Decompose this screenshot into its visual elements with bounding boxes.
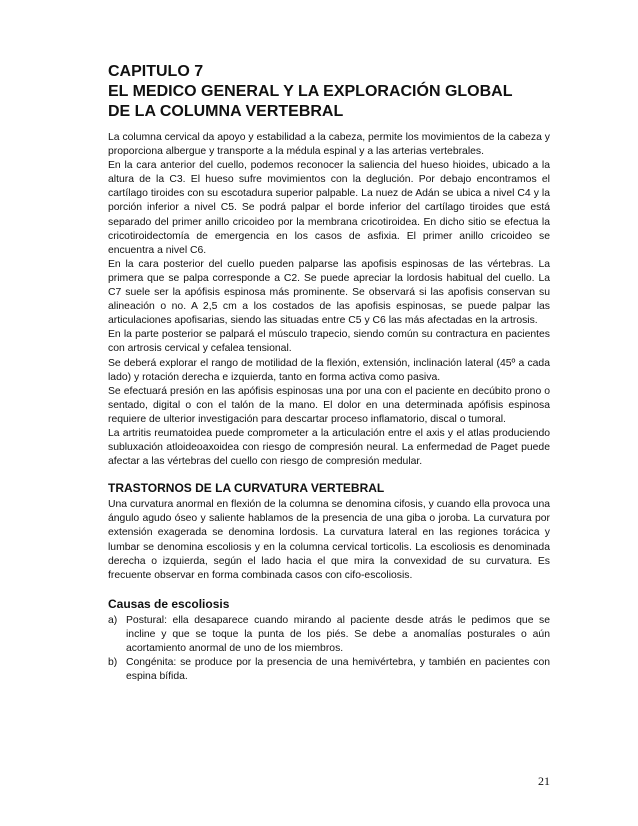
paragraph-curvatura: Una curvatura anormal en flexión de la columna se denomina cifosis, y cuando ella provoca una ángulo agudo óseo y saliente hablamos de la presencia de una giba o joroba. La curvatura por extensión exagerada se denomina lordosis. La curvatura lateral en las regiones torácica y lumbar se denomina escoliosis y en la columna cervical torticolis. La escoliosis es denominada derecha o izquierda, según el lado hacia el que mira la convexidad de su curvatura. Es frecuente observar en forma combinada casos con cifo-escoliosis. <box>108 499 550 581</box>
chapter-title-line-3: DE LA COLUMNA VERTEBRAL <box>108 103 344 120</box>
section-heading-curvatura: TRASTORNOS DE LA CURVATURA VERTEBRAL <box>108 481 385 496</box>
page-number: 21 <box>538 774 550 788</box>
chapter-title-line-1: CAPITULO 7 <box>108 63 204 80</box>
paragraph-artritis: La artritis reumatoidea puede comprometer a la articulación entre el axis y el atlas produciendo subluxación atloideoaxoidea con riesgo de compresión neural. La enfermedad de Paget puede afectar a las vértebras del cuello con riesgo de compresión medular. <box>108 427 550 468</box>
list-item <box>108 656 550 684</box>
paragraph-cara-posterior: En la cara posterior del cuello pueden palparse las apofisis espinosas de las vértebras. La primera que se palpa corresponde a C2. Se puede apreciar la lordosis habitual del cuello. La C7 suele ser la apófisis espinosa más prominente. Se observará si las apofisis conservan su alineación o no. A 2,5 cm a los costados de las apofisis espinosas, se puede palpar las articulaciones apofisarias, siendo las situadas entre C5 y C6 las más afectadas en la artrosis. <box>108 258 550 327</box>
paragraph-columna-cervical: La columna cervical da apoyo y estabilidad a la cabeza, permite los movimientos de la cabeza y proporciona albergue y transporte a la médula espinal y a las arterias vertebrales. <box>108 132 550 158</box>
page-content <box>108 62 550 684</box>
list-item-text: Congénita: se produce por la presencia de una hemivértebra, y también en pacientes con espina bífida. <box>126 657 550 683</box>
chapter-title-line-2: EL MEDICO GENERAL Y LA EXPLORACIÓN GLOBAL <box>108 83 513 100</box>
escoliosis-causes-list <box>108 614 550 684</box>
list-item-text: Postural: ella desaparece cuando mirando al paciente desde atrás le pedimos que se incline y que se toque la punta de los piés. Se debe a anomalías posturales o aún acortamiento anormal de uno de los miembros. <box>126 614 550 654</box>
list-marker: a) <box>108 614 118 626</box>
chapter-title <box>108 62 550 122</box>
paragraph-motilidad: Se deberá explorar el rango de motilidad de la flexión, extensión, inclinación lateral (45º a cada lado) y rotación derecha e izquierda, tanto en forma activa como pasiva. <box>108 357 550 383</box>
paragraph-cara-anterior: En la cara anterior del cuello, podemos reconocer la saliencia del hueso hioides, ubicado a la altura de la C3. El hueso sufre movimientos con la deglución. Por debajo encontramos el cartílago tiroides con su escotadura superior palpable. La nuez de Adán se ubica a nivel C4 y la porción inferior a nivel C5. Se podrá palpar el borde inferior del cartílago tiroides que está separado del primer anillo cricoideo por la membrana cricotiroidea. En dicho sitio se efectua la cricotiroidectomía de emergencia en los casos de asfixia. El primer anillo cricoideo se encuentra a nivel C6. <box>108 160 550 256</box>
list-item <box>108 614 550 656</box>
section-heading-escoliosis: Causas de escoliosis <box>108 596 230 611</box>
list-marker: b) <box>108 657 118 669</box>
paragraph-presion: Se efectuará presión en las apófisis espinosas una por una con el paciente en decúbito prono o sentado, digital o con el talón de la mano. El dolor en una determinada apófisis espinosa requiere de ulterior investigación para descartar proceso inflamatorio, discal o tumoral. <box>108 385 550 425</box>
paragraph-trapecio: En la parte posterior se palpará el músculo trapecio, siendo común su contractura en pacientes con artrosis cervical y cefalea tensional. <box>108 329 550 355</box>
